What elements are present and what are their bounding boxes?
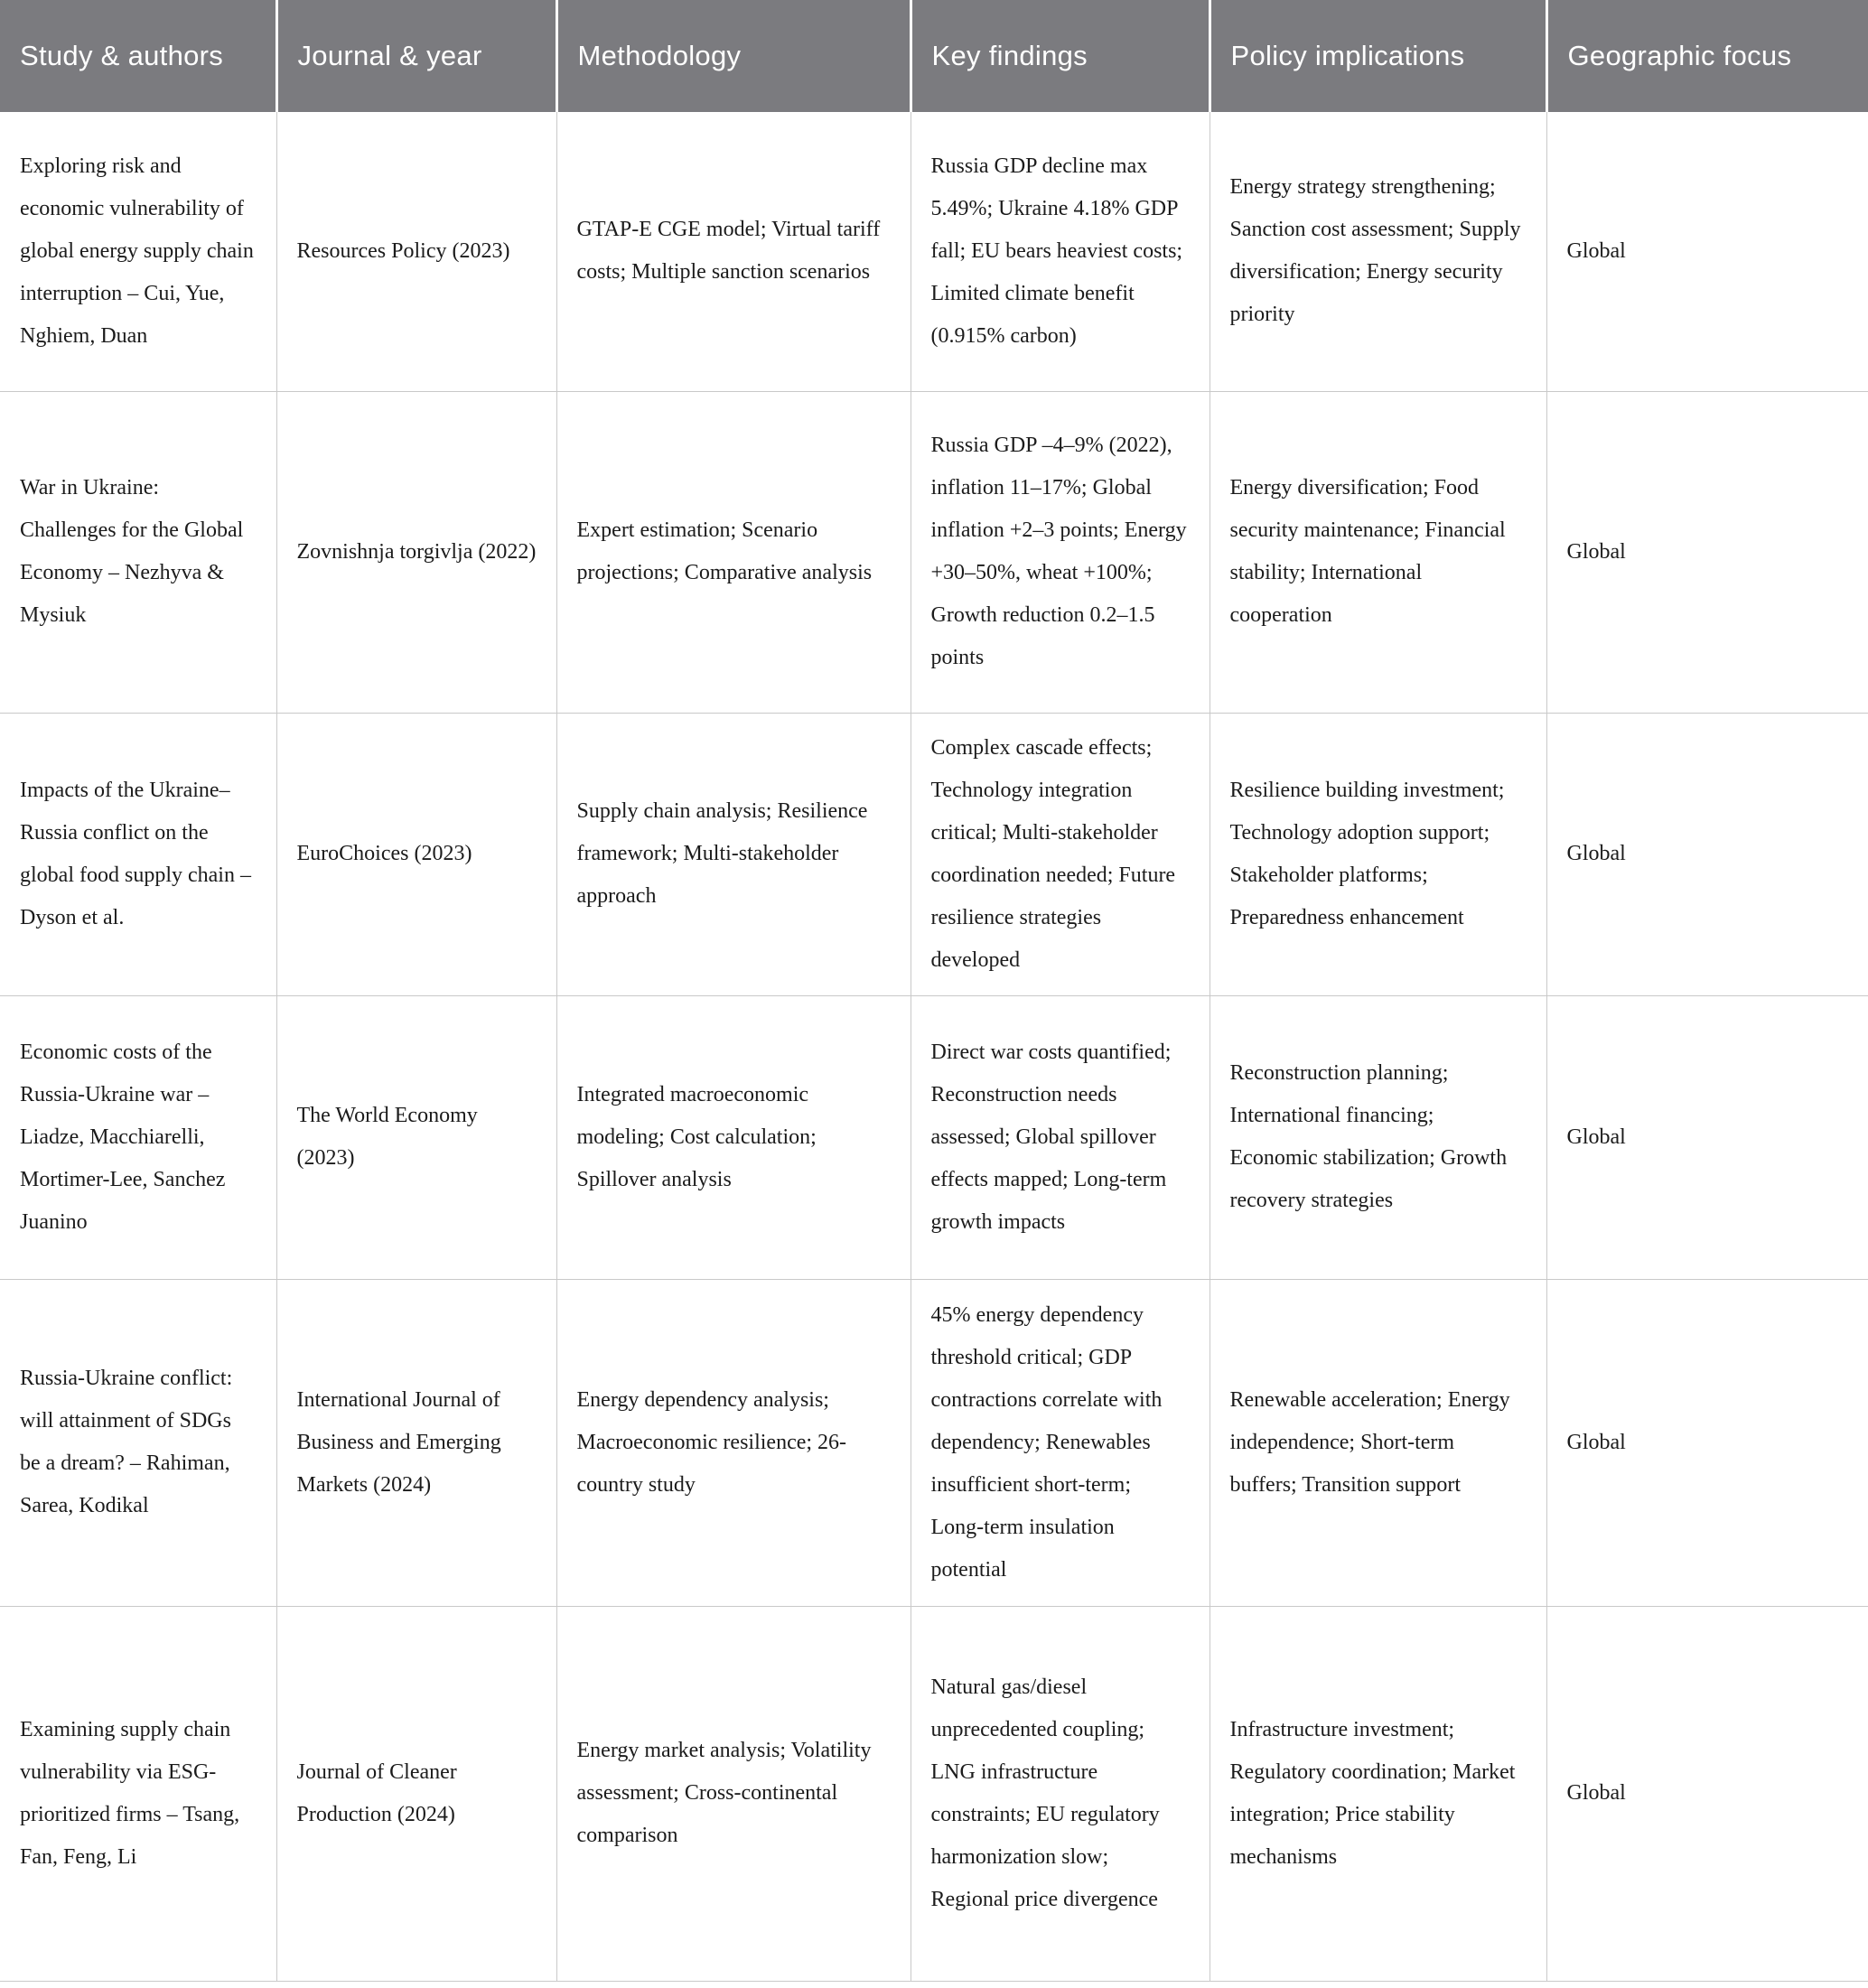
table-header bbox=[0, 0, 1868, 112]
table-row bbox=[0, 713, 1868, 995]
table-body bbox=[0, 112, 1868, 1981]
key-findings-cell: Direct war costs quantified; Reconstruction needs assessed; Global spillover effects mapped; Long-term growth impacts bbox=[911, 995, 1210, 1279]
methodology-cell: Supply chain analysis; Resilience framework; Multi-stakeholder approach bbox=[556, 713, 911, 995]
key-findings-cell: 45% energy dependency threshold critical; GDP contractions correlate with dependency; Renewables insufficient short-term; Long-term insulation potential bbox=[911, 1279, 1210, 1606]
header-row bbox=[0, 0, 1868, 112]
study-cell: Economic costs of the Russia-Ukraine war – Liadze, Macchiarelli, Mortimer-Lee, Sanchez Juanino bbox=[0, 995, 276, 1279]
header-study-authors: Study & authors bbox=[0, 0, 276, 112]
header-geographic-focus: Geographic focus bbox=[1546, 0, 1868, 112]
policy-implications-cell: Infrastructure investment; Regulatory coordination; Market integration; Price stability mechanisms bbox=[1210, 1606, 1546, 1981]
table-row bbox=[0, 112, 1868, 391]
table-row bbox=[0, 1279, 1868, 1606]
journal-cell: EuroChoices (2023) bbox=[276, 713, 556, 995]
table-row bbox=[0, 1606, 1868, 1981]
journal-cell: Zovnishnja torgivlja (2022) bbox=[276, 391, 556, 713]
study-cell: Impacts of the Ukraine–Russia conflict on the global food supply chain – Dyson et al. bbox=[0, 713, 276, 995]
methodology-cell: GTAP-E CGE model; Virtual tariff costs; Multiple sanction scenarios bbox=[556, 112, 911, 391]
geographic-focus-cell: Global bbox=[1546, 1279, 1868, 1606]
geographic-focus-cell: Global bbox=[1546, 391, 1868, 713]
methodology-cell: Energy dependency analysis; Macroeconomic resilience; 26-country study bbox=[556, 1279, 911, 1606]
journal-cell: The World Economy (2023) bbox=[276, 995, 556, 1279]
study-cell: Examining supply chain vulnerability via ESG-prioritized firms – Tsang, Fan, Feng, Li bbox=[0, 1606, 276, 1981]
key-findings-cell: Complex cascade effects; Technology integration critical; Multi-stakeholder coordination needed; Future resilience strategies developed bbox=[911, 713, 1210, 995]
header-key-findings: Key findings bbox=[911, 0, 1210, 112]
geographic-focus-cell: Global bbox=[1546, 995, 1868, 1279]
geographic-focus-cell: Global bbox=[1546, 1606, 1868, 1981]
methodology-cell: Energy market analysis; Volatility assessment; Cross-continental comparison bbox=[556, 1606, 911, 1981]
key-findings-cell: Russia GDP decline max 5.49%; Ukraine 4.18% GDP fall; EU bears heaviest costs; Limited climate benefit (0.915% carbon) bbox=[911, 112, 1210, 391]
journal-cell: Journal of Cleaner Production (2024) bbox=[276, 1606, 556, 1981]
journal-cell: International Journal of Business and Emerging Markets (2024) bbox=[276, 1279, 556, 1606]
key-findings-cell: Russia GDP –4–9% (2022), inflation 11–17%; Global inflation +2–3 points; Energy +30–50%, wheat +100%; Growth reduction 0.2–1.5 points bbox=[911, 391, 1210, 713]
table-row bbox=[0, 995, 1868, 1279]
methodology-cell: Expert estimation; Scenario projections; Comparative analysis bbox=[556, 391, 911, 713]
study-cell: Exploring risk and economic vulnerability of global energy supply chain interruption – Cui, Yue, Nghiem, Duan bbox=[0, 112, 276, 391]
header-journal-year: Journal & year bbox=[276, 0, 556, 112]
policy-implications-cell: Energy diversification; Food security maintenance; Financial stability; International cooperation bbox=[1210, 391, 1546, 713]
policy-implications-cell: Renewable acceleration; Energy independence; Short-term buffers; Transition support bbox=[1210, 1279, 1546, 1606]
policy-implications-cell: Reconstruction planning; International financing; Economic stabilization; Growth recovery strategies bbox=[1210, 995, 1546, 1279]
study-cell: War in Ukraine: Challenges for the Global Economy – Nezhyva & Mysiuk bbox=[0, 391, 276, 713]
geographic-focus-cell: Global bbox=[1546, 713, 1868, 995]
policy-implications-cell: Resilience building investment; Technology adoption support; Stakeholder platforms; Preparedness enhancement bbox=[1210, 713, 1546, 995]
header-policy-implications: Policy implications bbox=[1210, 0, 1546, 112]
journal-cell: Resources Policy (2023) bbox=[276, 112, 556, 391]
header-methodology: Methodology bbox=[556, 0, 911, 112]
key-findings-cell: Natural gas/diesel unprecedented coupling; LNG infrastructure constraints; EU regulatory harmonization slow; Regional price divergence bbox=[911, 1606, 1210, 1981]
methodology-cell: Integrated macroeconomic modeling; Cost calculation; Spillover analysis bbox=[556, 995, 911, 1279]
geographic-focus-cell: Global bbox=[1546, 112, 1868, 391]
table-row bbox=[0, 391, 1868, 713]
study-cell: Russia-Ukraine conflict: will attainment of SDGs be a dream? – Rahiman, Sarea, Kodikal bbox=[0, 1279, 276, 1606]
policy-implications-cell: Energy strategy strengthening; Sanction cost assessment; Supply diversification; Energy security priority bbox=[1210, 112, 1546, 391]
